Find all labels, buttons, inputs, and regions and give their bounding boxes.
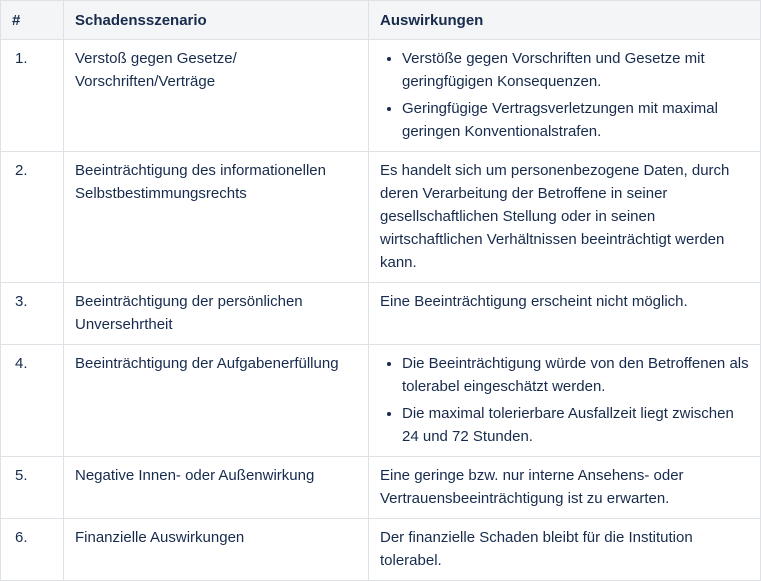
row-number: 2.: [1, 152, 64, 283]
row-number: 6.: [1, 519, 64, 581]
table-row: [1, 345, 761, 457]
row-scenario: Beeinträchtigung der persönlichen Unversehrtheit: [64, 283, 369, 345]
table-row: [1, 457, 761, 519]
row-effects: Eine Beeinträchtigung erscheint nicht möglich.: [369, 283, 761, 345]
effects-list: [380, 47, 749, 143]
effects-list-item: • Die Beeinträchtigung würde von den Betroffenen als tolerabel eingeschätzt werden.: [402, 352, 749, 398]
table-row: [1, 519, 761, 581]
row-number: 3.: [1, 283, 64, 345]
row-scenario: Verstoß gegen Gesetze/ Vorschriften/Verträge: [64, 40, 369, 152]
header-effects: Auswirkungen: [369, 1, 761, 40]
header-scenario: Schadensszenario: [64, 1, 369, 40]
row-scenario: Finanzielle Auswirkungen: [64, 519, 369, 581]
row-effects: Der finanzielle Schaden bleibt für die Institution tolerabel.: [369, 519, 761, 581]
row-number: 5.: [1, 457, 64, 519]
effects-list-item: • Geringfügige Vertragsverletzungen mit maximal geringen Konventionalstrafen.: [402, 97, 749, 143]
row-scenario: Negative Innen- oder Außenwirkung: [64, 457, 369, 519]
row-scenario: Beeinträchtigung der Aufgabenerfüllung: [64, 345, 369, 457]
table-header-row: [1, 1, 761, 40]
row-effects: Eine geringe bzw. nur interne Ansehens- oder Vertrauensbeeinträchtigung ist zu erwarten.: [369, 457, 761, 519]
header-number: #: [1, 1, 64, 40]
row-scenario: Beeinträchtigung des informationellen Selbstbestimmungsrechts: [64, 152, 369, 283]
effects-list-item: • Verstöße gegen Vorschriften und Gesetze mit geringfügigen Konsequenzen.: [402, 47, 749, 93]
table-row: [1, 152, 761, 283]
row-effects: [369, 345, 761, 457]
effects-list: [380, 352, 749, 448]
row-effects: Es handelt sich um personenbezogene Daten, durch deren Verarbeitung der Betroffene in seiner gesellschaftlichen Stellung oder in seinen wirtschaftlichen Verhältnissen beeinträchtigt werden kann.: [369, 152, 761, 283]
row-number: 1.: [1, 40, 64, 152]
table-row: [1, 40, 761, 152]
table-row: [1, 283, 761, 345]
row-number: 4.: [1, 345, 64, 457]
effects-list-item: • Die maximal tolerierbare Ausfallzeit liegt zwischen 24 und 72 Stunden.: [402, 402, 749, 448]
row-effects: [369, 40, 761, 152]
